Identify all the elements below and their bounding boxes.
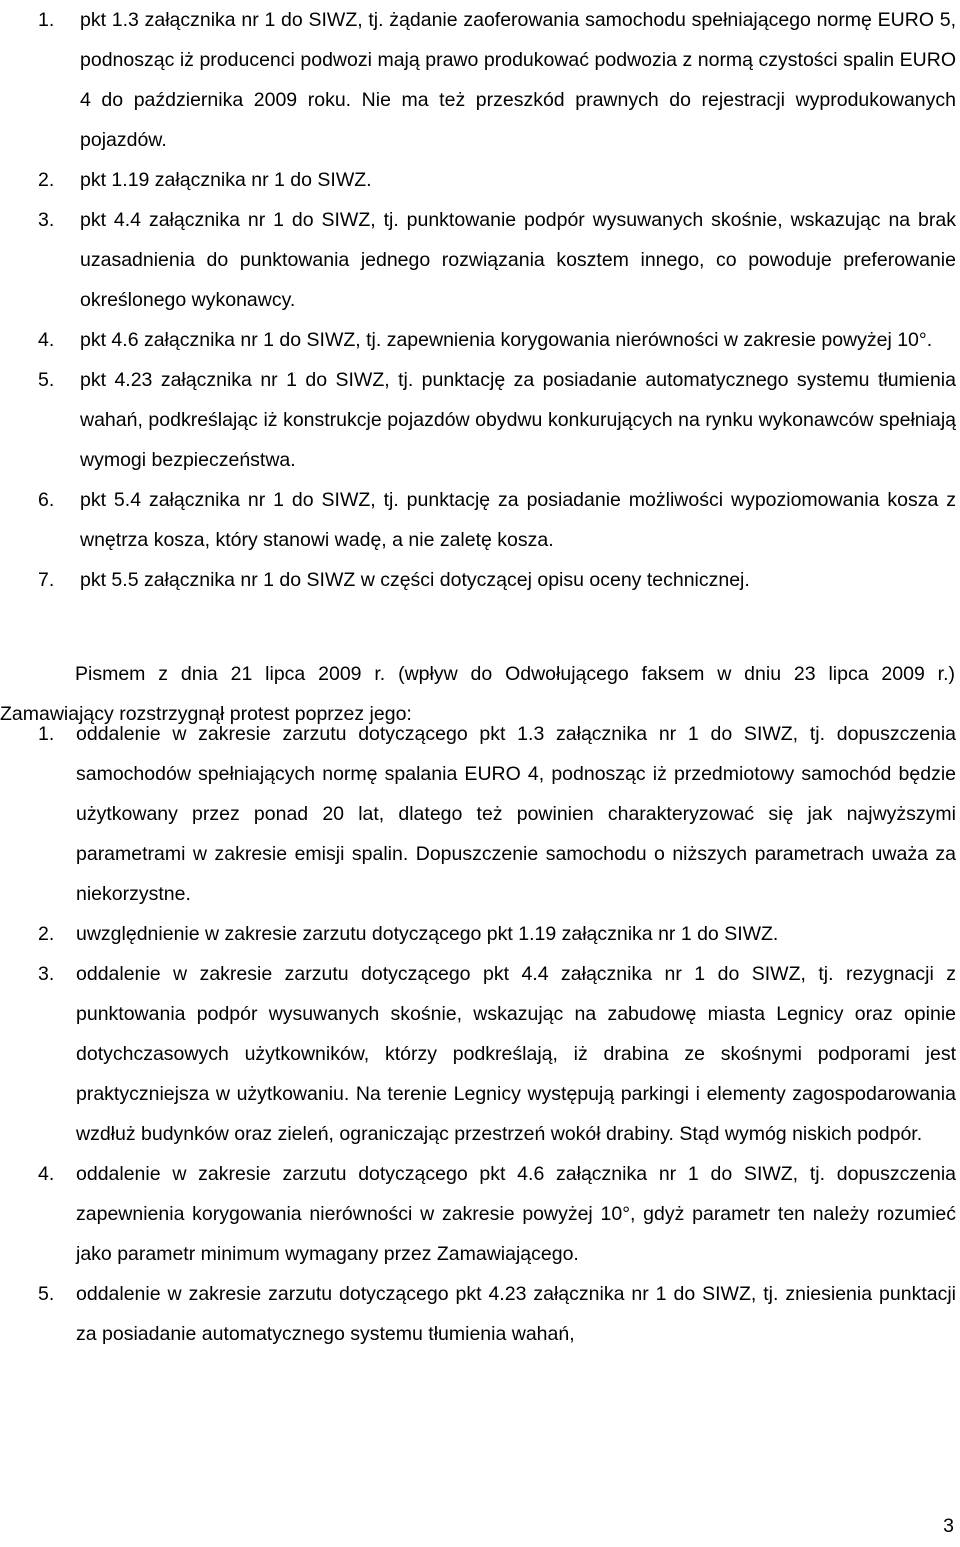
list-item: [0, 200, 956, 320]
item-text: pkt 4.6 załącznika nr 1 do SIWZ, tj. zapewnienia korygowania nierówności w zakresie powyżej 10°.: [80, 329, 933, 351]
item-number: 2.: [38, 169, 55, 191]
item-number: 2.: [38, 923, 55, 945]
list-item: [0, 954, 956, 1154]
list-item: [0, 714, 956, 914]
item-text: pkt 4.23 załącznika nr 1 do SIWZ, tj. punktację za posiadanie automatycznego systemu tłumienia wahań, podkreślając iż konstrukcje pojazdów obydwu konkurujących na rynku wykonawców spełniają wymogi bezpieczeństwa.: [80, 369, 956, 471]
item-number: 5.: [38, 369, 55, 391]
item-number: 3.: [38, 209, 55, 231]
objections-list: [0, 0, 956, 600]
item-number: 1.: [38, 9, 55, 31]
item-number: 3.: [38, 963, 55, 985]
item-number: 4.: [38, 329, 55, 351]
list-item: [0, 0, 956, 160]
list-item: [0, 560, 956, 600]
item-text: oddalenie w zakresie zarzutu dotyczącego pkt 4.23 załącznika nr 1 do SIWZ, tj. zniesienia punktacji za posiadanie automatycznego systemu tłumienia wahań,: [76, 1283, 956, 1345]
list-item: [0, 914, 956, 954]
list-item: [0, 160, 956, 200]
item-text: pkt 5.5 załącznika nr 1 do SIWZ w części dotyczącej opisu oceny technicznej.: [80, 569, 750, 591]
list-item: [0, 320, 956, 360]
body-paragraph: Pismem z dnia 21 lipca 2009 r. (wpływ do Odwołującego faksem w dniu 23 lipca 2009 r.) Zamawiający rozstrzygnął protest poprzez jego:: [0, 662, 955, 725]
item-number: 6.: [38, 489, 55, 511]
item-text: pkt 1.3 załącznika nr 1 do SIWZ, tj. żądanie zaoferowania samochodu spełniającego normę EURO 5, podnosząc iż producenci podwozi mają prawo produkować podwozia z normą czystości spalin EURO 4 do października 2009 roku. Nie ma też przeszkód prawnych do rejestracji wyprodukowanych pojazdów.: [80, 9, 956, 151]
item-text: oddalenie w zakresie zarzutu dotyczącego pkt 4.6 załącznika nr 1 do SIWZ, tj. dopuszczenia zapewnienia korygowania nierówności w zakresie powyżej 10°, gdyż parametr ten należy rozumieć jako parametr minimum wymagany przez Zamawiającego.: [76, 1163, 956, 1265]
page-number: 3: [943, 1515, 954, 1537]
list-item: [0, 1154, 956, 1274]
item-text: pkt 5.4 załącznika nr 1 do SIWZ, tj. punktację za posiadanie możliwości wypoziomowania kosza z wnętrza kosza, który stanowi wadę, a nie zaletę kosza.: [80, 489, 956, 551]
list-item: [0, 1274, 956, 1354]
item-number: 5.: [38, 1283, 55, 1305]
item-number: 4.: [38, 1163, 55, 1185]
item-text: oddalenie w zakresie zarzutu dotyczącego pkt 4.4 załącznika nr 1 do SIWZ, tj. rezygnacji z punktowania podpór wysuwanych skośnie, wskazując na zabudowę miasta Legnicy oraz opinie dotychczasowych użytkowników, którzy podkreślają, iż drabina ze skośnymi podporami jest praktyczniejsza w użytkowaniu. Na terenie Legnicy występują parkingi i elementy zagospodarowania wzdłuż budynków oraz zieleń, ograniczając przestrzeń wokół drabiny. Stąd wymóg niskich podpór.: [76, 963, 956, 1145]
list-item: [0, 360, 956, 480]
item-text: pkt 4.4 załącznika nr 1 do SIWZ, tj. punktowanie podpór wysuwanych skośnie, wskazując na brak uzasadnienia do punktowania jednego rozwiązania kosztem innego, co powoduje preferowanie określonego wykonawcy.: [80, 209, 956, 311]
item-number: 1.: [38, 723, 55, 745]
item-text: uwzględnienie w zakresie zarzutu dotyczącego pkt 1.19 załącznika nr 1 do SIWZ.: [76, 923, 779, 945]
item-text: oddalenie w zakresie zarzutu dotyczącego pkt 1.3 załącznika nr 1 do SIWZ, tj. dopuszczenia samochodów spełniających normę spalania EURO 4, podnosząc iż przedmiotowy samochód będzie użytkowany przez ponad 20 lat, dlatego też powinien charakteryzować się jak najwyższymi parametrami w zakresie emisji spalin. Dopuszczenie samochodu o niższych parametrach uważa za niekorzystne.: [76, 723, 956, 905]
resolution-list: [0, 714, 956, 1354]
list-item: [0, 480, 956, 560]
item-number: 7.: [38, 569, 55, 591]
item-text: pkt 1.19 załącznika nr 1 do SIWZ.: [80, 169, 372, 191]
